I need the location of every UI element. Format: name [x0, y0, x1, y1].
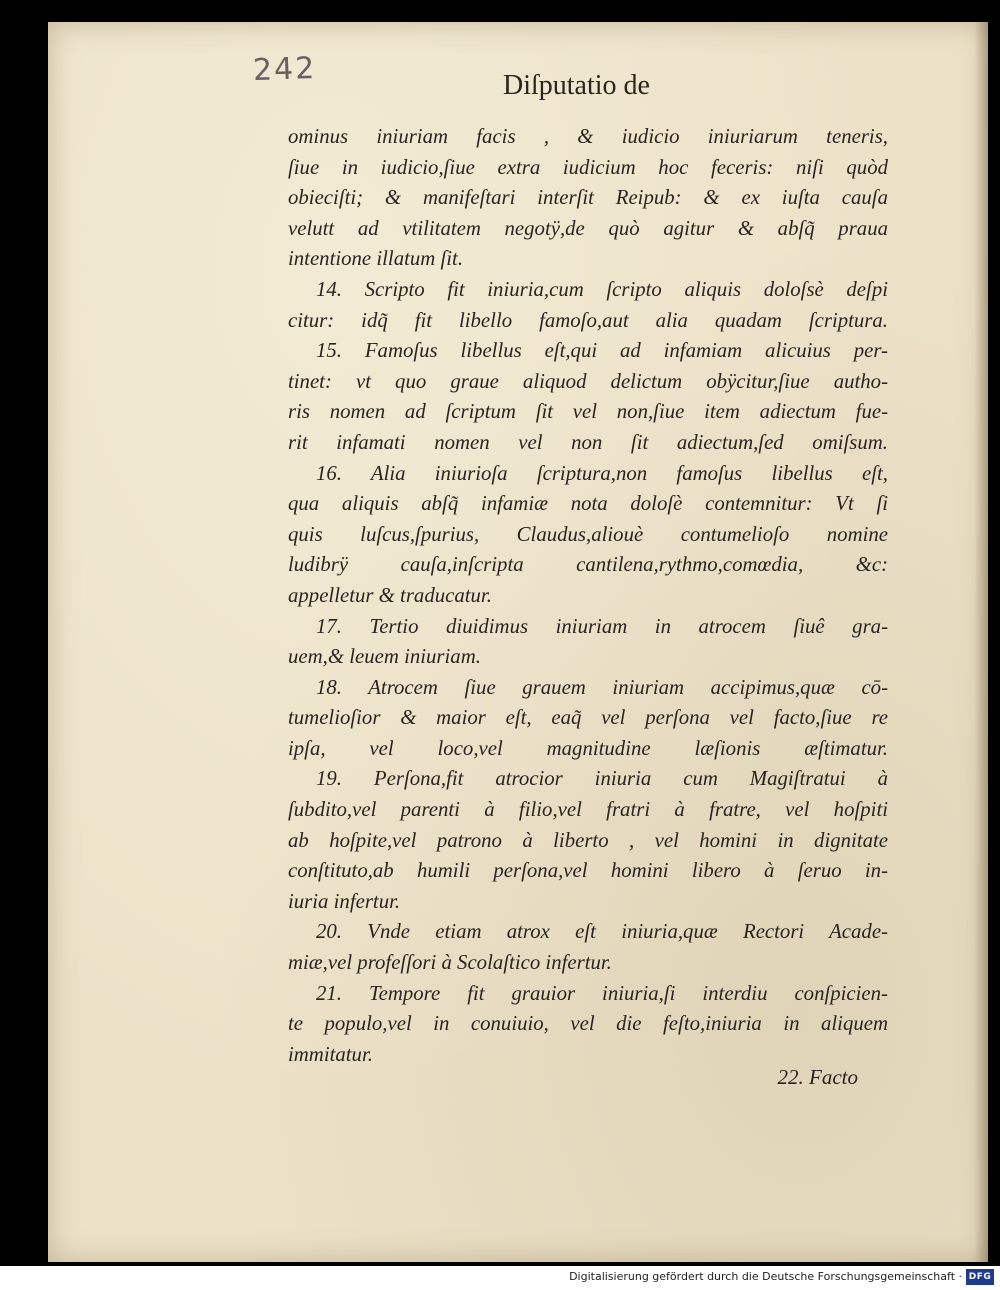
text-line: 17. Tertio diuidimus iniuriam in atrocem ſiuê gra-	[316, 614, 888, 638]
body-text	[288, 122, 888, 1070]
text-line: 14. Scripto fit iniuria,cum ſcripto aliquis doloſsè deſpi	[316, 277, 888, 301]
text-line: ſubdito,vel parenti à filio,vel fratri à fratre, vel hoſpiti	[288, 798, 888, 822]
book-page	[48, 22, 988, 1262]
text-line: qua aliquis abſq̃ infamiæ nota doloſè contemnitur: Vt ſi	[288, 492, 888, 516]
text-line: tinet: vt quo graue aliquod delictum obÿcitur,ſiue autho-	[288, 369, 888, 393]
text-line: quis luſcus,ſpurius, Claudus,aliouè contumelioſo nomine	[288, 522, 888, 546]
text-line: 15. Famoſus libellus eſt,qui ad infamiam alicuius per-	[316, 339, 888, 363]
text-line: 19. Perſona,fit atrocior iniuria cum Magiſtratui à	[316, 767, 888, 791]
text-line: ris nomen ad ſcriptum ſit vel non,ſiue item adiectum fue-	[288, 400, 888, 424]
text-line: iuria infertur.	[288, 889, 401, 913]
text-line: rit infamati nomen vel non ſit adiectum,ſed omiſsum.	[288, 430, 888, 454]
text-line: ab hoſpite,vel patrono à liberto , vel homini in dignitate	[288, 828, 888, 852]
text-line: tumelioſior & maior eſt, eaq̃ vel perſona vel facto,ſiue re	[288, 706, 888, 730]
text-line: intentione illatum ſit.	[288, 247, 464, 271]
text-line: 21. Tempore fit grauior iniuria,ſi interdiu conſpicien-	[316, 981, 888, 1005]
text-line: ſiue in iudicio,ſiue extra iudicium hoc feceris: niſi quòd	[288, 155, 888, 179]
folio-number: 242	[252, 50, 317, 89]
dfg-logo: DFG	[966, 1269, 994, 1285]
text-line: obieciſti; & manifeſtari interſit Reipub: & ex iuſta cauſa	[288, 186, 888, 210]
funding-credit: Digitalisierung gefördert durch die Deutsche Forschungsgemeinschaft ·	[569, 1270, 962, 1283]
text-line: conſtituto,ab humili perſona,vel homini libero à ſeruo in-	[288, 859, 888, 883]
text-line: uem,& leuem iniuriam.	[288, 645, 481, 669]
text-line: 16. Alia iniurioſa ſcriptura,non famoſus libellus eſt,	[316, 461, 888, 485]
running-head: Diſputatio de	[503, 70, 650, 101]
text-line: appelletur & traducatur.	[288, 583, 492, 607]
text-line: citur: idq̃ fit libello famoſo,aut alia quadam ſcriptura.	[288, 308, 888, 332]
text-line: ominus iniuriam facis , & iudicio iniuriarum teneris,	[288, 125, 888, 148]
text-line: te populo,vel in conuiuio, vel die feſto,iniuria in aliquem	[288, 1012, 888, 1036]
digitization-footer	[0, 1266, 1000, 1290]
text-line: 18. Atrocem ſiue grauem iniuriam accipimus,quæ cō-	[316, 675, 888, 699]
text-line: ludibrÿ cauſa,inſcripta cantilena,rythmo,comœdia, &c:	[288, 553, 888, 577]
catchword: 22. Facto	[777, 1065, 858, 1089]
text-line: miæ,vel profeſſori à Scolaſtico infertur.	[288, 951, 612, 975]
page-edge-shadow	[974, 22, 988, 1262]
text-line: 20. Vnde etiam atrox eſt iniuria,quæ Rectori Acade-	[316, 920, 888, 944]
text-line: ipſa, vel loco,vel magnitudine læſionis æſtimatur.	[288, 736, 888, 760]
text-line: velutt ad vtilitatem negotÿ,de quò agitur & abſq̃ praua	[288, 216, 888, 240]
text-line: immitatur.	[288, 1042, 373, 1066]
